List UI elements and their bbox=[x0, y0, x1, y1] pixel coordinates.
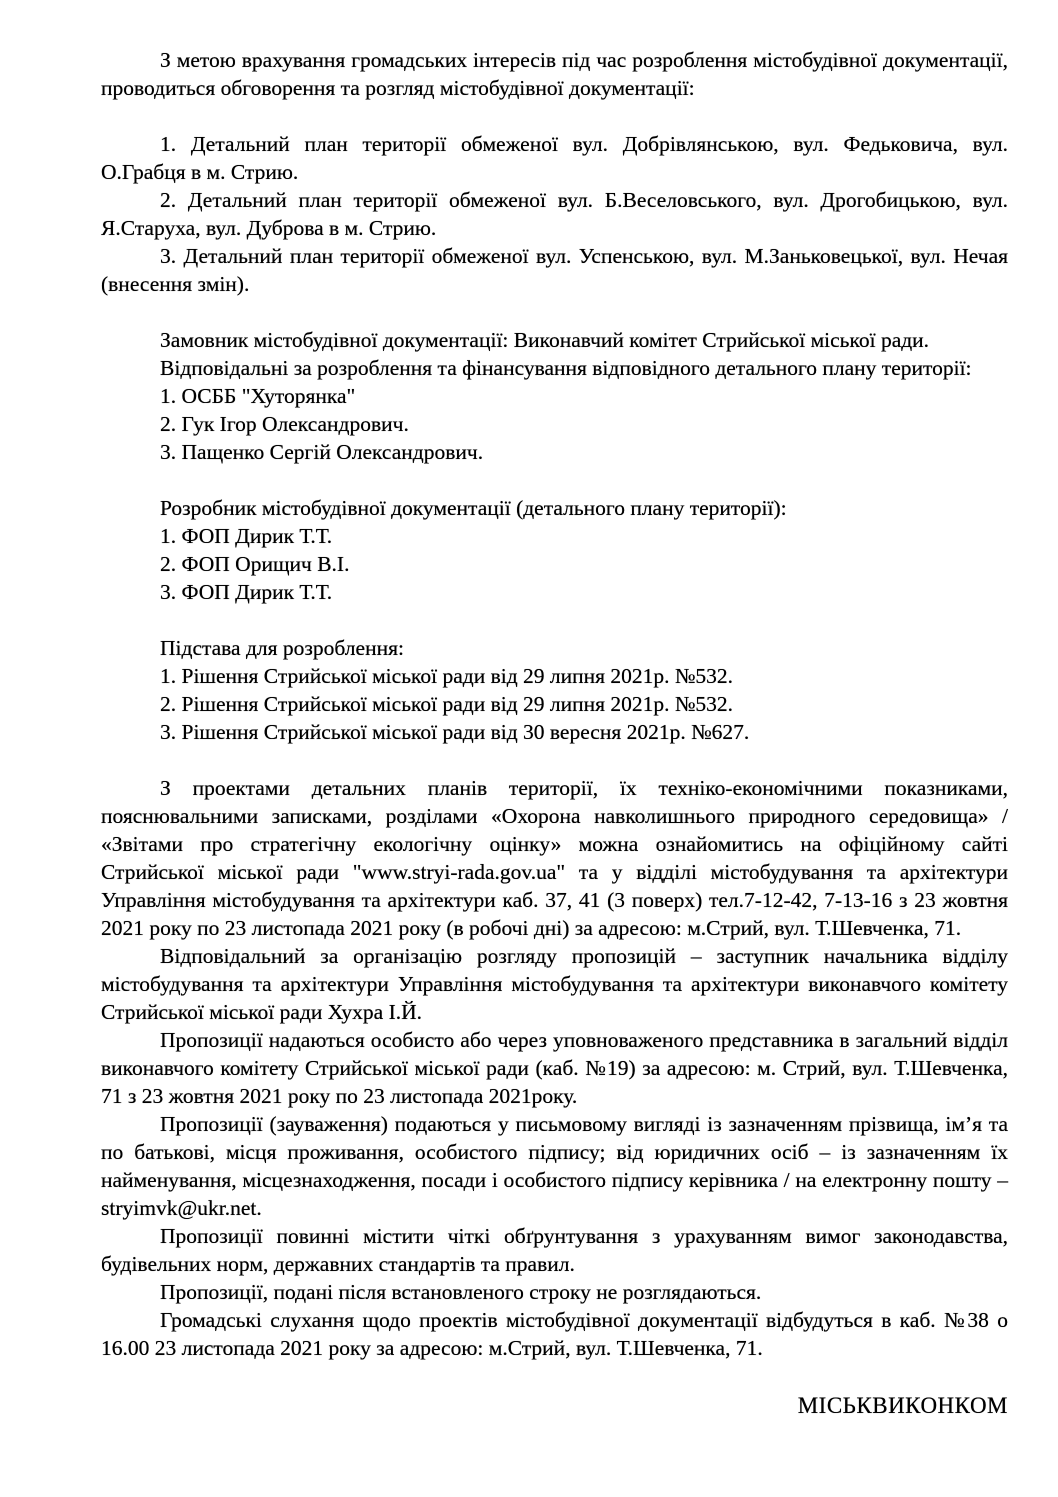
blank-line bbox=[101, 102, 1008, 130]
responsible-item-3: 3. Пащенко Сергій Олександрович. bbox=[160, 440, 484, 464]
basis-item-1: 1. Рішення Стрийської міської ради від 29 липня 2021р. №532. bbox=[160, 664, 734, 688]
blank-line bbox=[101, 466, 1008, 494]
blank-line bbox=[101, 1362, 1008, 1392]
basis-intro: Підстава для розроблення: bbox=[160, 636, 404, 660]
requirements-paragraph: Пропозиції повинні містити чіткі обґрунтування з урахуванням вимог законодавства, будівельних норм, державних стандартів та правил. bbox=[101, 1224, 1008, 1276]
developer-item-2: 2. ФОП Орищич В.І. bbox=[160, 552, 350, 576]
submission-paragraph: Пропозиції надаються особисто або через уповноваженого представника в загальний відділ виконавчого комітету Стрийської міської ради (каб. №19) за адресою: м. Стрий, вул. Т.Шевченка, 71 з 23 жовтня 2021 року по 23 листопада 2021року. bbox=[101, 1028, 1008, 1108]
basis-item-2: 2. Рішення Стрийської міської ради від 29 липня 2021р. №532. bbox=[160, 692, 734, 716]
responsible-item-1: 1. ОСББ "Хуторянка" bbox=[160, 384, 356, 408]
plan-item-1: 1. Детальний план території обмеженої вул. Добрівлянською, вул. Федьковича, вул. О.Грабця в м. Стрию. bbox=[101, 132, 1008, 184]
plan-item-2: 2. Детальний план території обмеженої вул. Б.Веселовського, вул. Дрогобицькою, вул. Я.Старуха, вул. Дуброва в м. Стрию. bbox=[101, 188, 1008, 240]
hearing-paragraph: Громадські слухання щодо проектів містобудівної документації відбудуться в каб. №38 о 16.00 23 листопада 2021 року за адресою: м.Стрий, вул. Т.Шевченка, 71. bbox=[101, 1308, 1008, 1360]
written-form-paragraph: Пропозиції (зауваження) подаються у письмовому вигляді із зазначенням прізвища, ім’я та по батькові, місця проживання, особистого підпису; від юридичних осіб – із зазначенням їх найменування, місцезнаходження, посади і особистого підпису керівника / на електронну пошту – stryimvk@ukr.net. bbox=[101, 1112, 1008, 1220]
blank-line bbox=[101, 298, 1008, 326]
intro-paragraph: З метою врахування громадських інтересів під час розроблення містобудівної документації, проводиться обговорення та розгляд містобудівної документації: bbox=[101, 48, 1008, 100]
customer-line: Замовник містобудівної документації: Виконавчий комітет Стрийської міської ради. bbox=[160, 328, 930, 352]
blank-line bbox=[101, 606, 1008, 634]
organizer-paragraph: Відповідальний за організацію розгляду пропозицій – заступник начальника відділу містобудування та архітектури Управління містобудування та архітектури виконавчого комітету Стрийської міської ради Хухра І.Й. bbox=[101, 944, 1008, 1024]
developer-intro: Розробник містобудівної документації (детального плану території): bbox=[160, 496, 787, 520]
basis-item-3: 3. Рішення Стрийської міської ради від 30 вересня 2021р. №627. bbox=[160, 720, 750, 744]
signature-miskvykonkom: МІСЬКВИКОНКОМ bbox=[797, 1393, 1008, 1418]
responsible-intro: Відповідальні за розроблення та фінансування відповідного детального плану території: bbox=[160, 356, 972, 380]
plan-item-3: 3. Детальний план території обмеженої вул. Успенською, вул. М.Заньковецької, вул. Нечая (внесення змін). bbox=[101, 244, 1008, 296]
blank-line bbox=[101, 746, 1008, 774]
developer-item-1: 1. ФОП Дирик Т.Т. bbox=[160, 524, 333, 548]
deadline-paragraph: Пропозиції, подані після встановленого строку не розглядаються. bbox=[160, 1280, 762, 1304]
responsible-item-2: 2. Гук Ігор Олександрович. bbox=[160, 412, 409, 436]
developer-item-3: 3. ФОП Дирик Т.Т. bbox=[160, 580, 333, 604]
info-paragraph: З проектами детальних планів території, їх техніко-економічними показниками, пояснювальними записками, розділами «Охорона навколишнього природного середовища» / «Звітами про стратегічну екологічну оцінку» можна ознайомитись на офіційному сайті Стрийської міської ради "www.stryi-rada.gov.ua" та у відділі містобудування та архітектури Управління містобудування та архітектури каб. 37, 41 (3 поверх) тел.7-12-42, 7-13-16 з 23 жовтня 2021 року по 23 листопада 2021 року (в робочі дні) за адресою: м.Стрий, вул. Т.Шевченка, 71. bbox=[101, 776, 1008, 940]
